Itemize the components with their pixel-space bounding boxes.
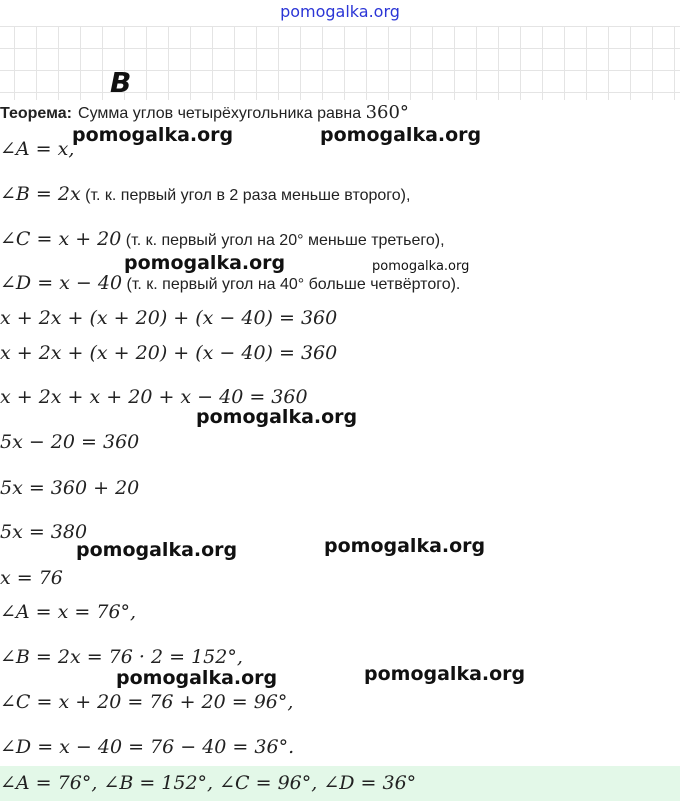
watermark: pomogalka.org [76, 539, 238, 561]
watermark: pomogalka.org [124, 252, 286, 274]
equation-step: x + 2x + x + 20 + x − 40 = 360 [0, 386, 308, 408]
result-angle-d: ∠D = x − 40 = 76 − 40 = 36°. [0, 736, 295, 758]
theorem-label: Теорема: [0, 105, 72, 122]
equation-step: x = 76 [0, 567, 63, 589]
watermark: pomogalka.org [320, 124, 482, 146]
watermark: pomogalka.org [372, 259, 470, 274]
definition-expr: ∠A = x, [0, 138, 75, 160]
equation-step: x + 2x + (x + 20) + (x − 40) = 360 [0, 342, 338, 364]
watermark: pomogalka.org [364, 663, 526, 685]
definition-expr: ∠D = x − 40 [0, 272, 123, 294]
definition-note: (т. к. первый угол в 2 раза меньше второго), [80, 187, 411, 204]
answer-line: ∠A = 76°, ∠B = 152°, ∠C = 96°, ∠D = 36° [0, 772, 417, 794]
result-angle-a: ∠A = x = 76°, [0, 601, 137, 623]
definition-angle-b [0, 183, 410, 205]
definition-expr: ∠B = 2x [0, 183, 81, 205]
result-angle-c: ∠C = x + 20 = 76 + 20 = 96°, [0, 691, 294, 713]
equation-step: 5x − 20 = 360 [0, 431, 140, 453]
definition-angle-c [0, 228, 445, 250]
definition-angle-a [0, 138, 74, 160]
definition-note: (т. к. первый угол на 20° меньше третьего), [121, 232, 445, 249]
watermark: pomogalka.org [324, 535, 486, 557]
site-link[interactable]: pomogalka.org [280, 2, 400, 21]
equation-step: 5x = 380 [0, 521, 88, 543]
result-angle-b: ∠B = 2x = 76 · 2 = 152°, [0, 646, 243, 668]
definition-angle-d [0, 272, 460, 294]
graph-paper-background [0, 26, 680, 100]
equation-step: x + 2x + (x + 20) + (x − 40) = 360 [0, 307, 338, 329]
watermark: pomogalka.org [72, 124, 234, 146]
watermark: pomogalka.org [116, 667, 278, 689]
definition-note: (т. к. первый угол на 40° больше четвёртого). [122, 276, 461, 293]
variant-letter: В [110, 66, 132, 99]
theorem-text: Сумма углов четырёхугольника равна [78, 105, 366, 122]
theorem-line [0, 101, 409, 123]
definition-expr: ∠C = x + 20 [0, 228, 122, 250]
theorem-value: 360° [365, 102, 409, 123]
equation-step: 5x = 360 + 20 [0, 477, 140, 499]
watermark: pomogalka.org [196, 406, 358, 428]
